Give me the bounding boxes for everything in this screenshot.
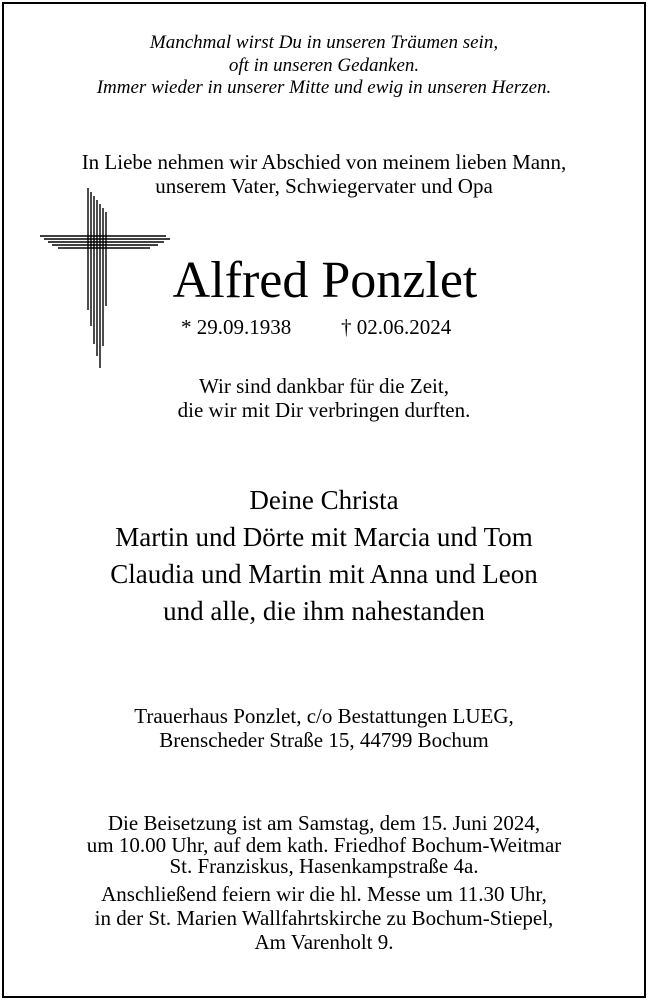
mass-line-1: Anschließend feiern wir die hl. Messe um 11.30 Uhr, [101, 882, 547, 906]
thanks-line-2: die wir mit Dir verbringen durften. [177, 398, 471, 422]
poem-line-2: oft in unseren Gedanken. [228, 54, 420, 76]
family-signatures [0, 482, 648, 630]
family-line-4: und alle, die ihm nahestanden [163, 596, 485, 626]
family-line-1: Deine Christa [249, 485, 399, 515]
birth-date: * 29.09.1938 [181, 315, 292, 339]
mass-line-2: in der St. Marien Wallfahrtskirche zu Bochum-Stiepel, [94, 906, 554, 930]
family-line-2: Martin und Dörte mit Marcia und Tom [115, 522, 533, 552]
family-line-3: Claudia und Martin mit Anna und Leon [110, 559, 538, 589]
poem-line-3: Immer wieder in unserer Mitte und ewig in unseren Herzen. [96, 77, 552, 98]
deceased-name: Alfred Ponzlet [172, 252, 478, 309]
memorial-poem [0, 32, 648, 100]
house-line-1: Trauerhaus Ponzlet, c/o Bestattungen LUEG, [134, 704, 514, 728]
burial-details [0, 813, 648, 878]
gratitude-text [0, 374, 648, 422]
poem-line-1: Manchmal wirst Du in unseren Träumen sein, [149, 32, 499, 53]
house-line-2: Brenscheder Straße 15, 44799 Bochum [159, 728, 489, 752]
death-date: † 02.06.2024 [341, 315, 452, 339]
burial-line-2: um 10.00 Uhr, auf dem kath. Friedhof Bochum-Weitmar [86, 832, 562, 857]
burial-line-1: Die Beisetzung ist am Samstag, dem 15. Juni 2024, [107, 811, 541, 835]
intro-line-2: unserem Vater, Schwiegervater und Opa [155, 174, 493, 198]
intro-line-1: In Liebe nehmen wir Abschied von meinem lieben Mann, [81, 150, 567, 174]
burial-line-3: St. Franziskus, Hasenkampstraße 4a. [169, 854, 479, 878]
mass-details [0, 882, 648, 954]
mass-line-3: Am Varenholt 9. [254, 930, 394, 954]
thanks-line-1: Wir sind dankbar für die Zeit, [199, 374, 449, 398]
mourning-house-address [0, 704, 648, 752]
